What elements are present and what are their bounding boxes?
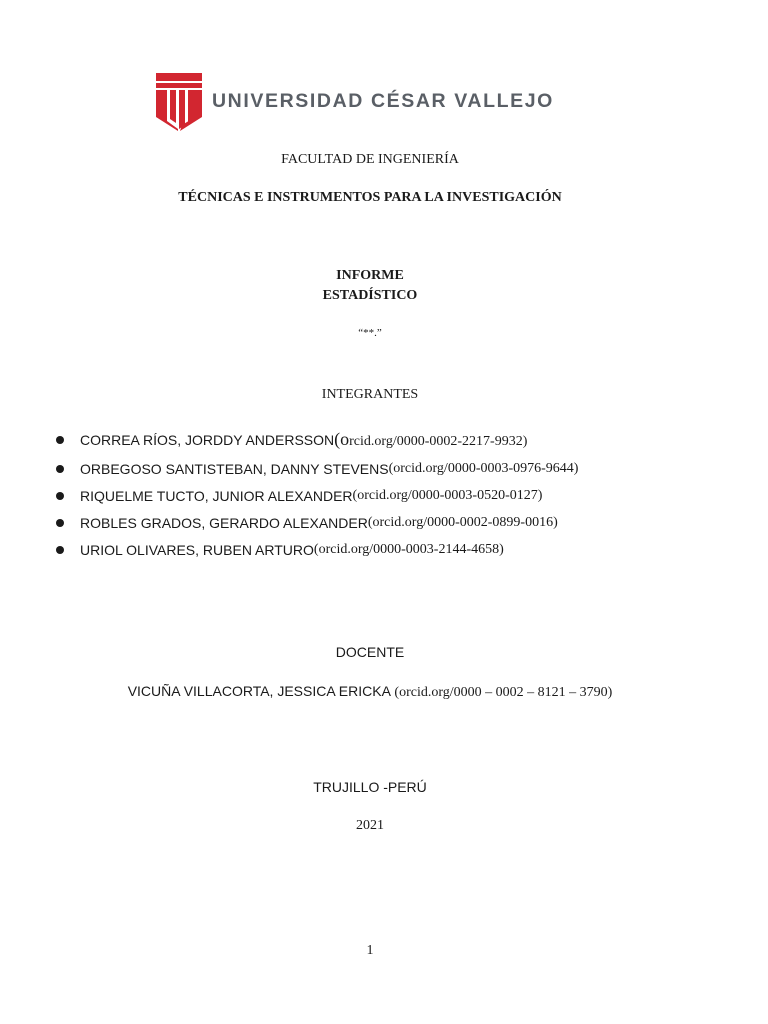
university-logo bbox=[154, 68, 554, 132]
bullet-icon bbox=[56, 492, 64, 500]
page-number: 1 bbox=[366, 943, 374, 958]
list-item bbox=[56, 425, 578, 455]
member-name: CORREA RÍOS, JORDDY ANDERSSON bbox=[80, 432, 335, 448]
member-orcid: (orcid.org/0000-0002-2217-9932) bbox=[334, 428, 528, 449]
teacher-heading: DOCENTE bbox=[335, 644, 405, 660]
member-orcid: (orcid.org/0000-0003-0976-9644) bbox=[388, 460, 579, 476]
teacher-name: VICUÑA VILLACORTA, JESSICA ERICKA bbox=[127, 683, 391, 699]
bullet-icon bbox=[56, 546, 64, 554]
list-item bbox=[56, 482, 578, 509]
list-item bbox=[56, 455, 578, 482]
course-title: TÉCNICAS E INSTRUMENTOS PARA LA INVESTIGACIÓN bbox=[178, 190, 562, 205]
bullet-icon bbox=[56, 465, 64, 473]
member-orcid: (orcid.org/0000-0002-0899-0016) bbox=[367, 514, 558, 530]
location: TRUJILLO -PERÚ bbox=[313, 779, 427, 795]
faculty-name: FACULTAD DE INGENIERÍA bbox=[281, 152, 459, 167]
bullet-icon bbox=[56, 519, 64, 527]
member-name: URIOL OLIVARES, RUBEN ARTURO bbox=[80, 541, 314, 558]
members-heading: INTEGRANTES bbox=[321, 387, 419, 402]
member-name: ORBEGOSO SANTISTEBAN, DANNY STEVENS bbox=[80, 460, 389, 477]
list-item bbox=[56, 536, 578, 563]
university-shield-icon bbox=[154, 69, 204, 131]
member-name: ROBLES GRADOS, GERARDO ALEXANDER bbox=[80, 514, 368, 531]
report-subtitle: “**.” bbox=[358, 327, 382, 339]
teacher-orcid: (orcid.org/0000 – 0002 – 8121 – 3790) bbox=[394, 685, 613, 700]
report-title-line1: INFORME bbox=[336, 268, 404, 283]
member-name: RIQUELME TUCTO, JUNIOR ALEXANDER bbox=[80, 487, 353, 504]
teacher-line bbox=[0, 682, 740, 702]
university-name-logo-text: UNIVERSIDAD CÉSAR VALLEJO bbox=[212, 89, 554, 112]
members-list bbox=[56, 425, 578, 563]
member-orcid: (orcid.org/0000-0003-0520-0127) bbox=[352, 487, 543, 503]
bullet-icon bbox=[56, 436, 64, 444]
year: 2021 bbox=[356, 818, 384, 833]
report-title-line2: ESTADÍSTICO bbox=[322, 288, 418, 303]
member-orcid: (orcid.org/0000-0003-2144-4658) bbox=[313, 541, 504, 557]
list-item bbox=[56, 509, 578, 536]
